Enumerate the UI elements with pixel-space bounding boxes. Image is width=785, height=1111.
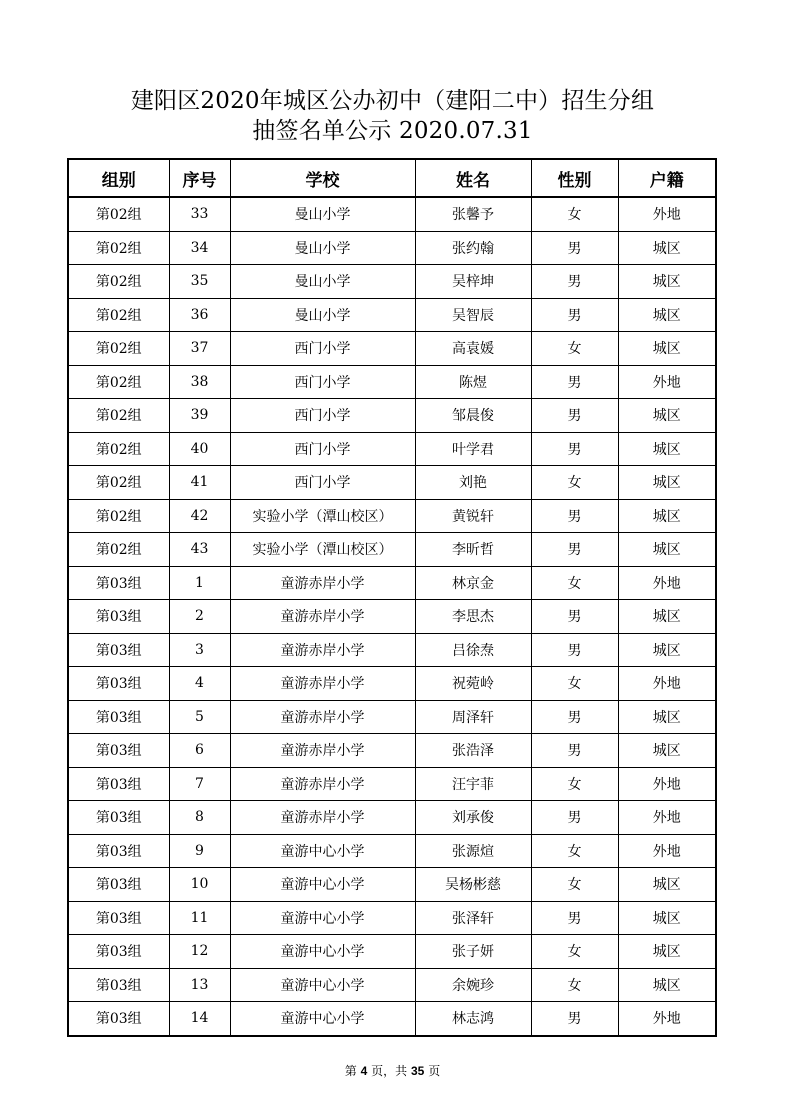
cell-school: 童游赤岸小学 [230, 734, 415, 768]
table-row [68, 767, 716, 801]
cell-group: 第02组 [68, 466, 169, 500]
cell-number: 38 [169, 365, 230, 399]
table-row [68, 533, 716, 567]
cell-school: 童游中心小学 [230, 834, 415, 868]
document-title [0, 86, 785, 146]
cell-residence: 外地 [618, 801, 716, 835]
cell-name: 张馨予 [415, 197, 531, 231]
cell-number: 39 [169, 399, 230, 433]
cell-residence: 城区 [618, 533, 716, 567]
cell-number: 6 [169, 734, 230, 768]
cell-school: 童游赤岸小学 [230, 700, 415, 734]
footer-total-pages: 35 [411, 1064, 425, 1078]
cell-school: 曼山小学 [230, 231, 415, 265]
cell-name: 李昕哲 [415, 533, 531, 567]
cell-gender: 女 [531, 868, 618, 902]
cell-school: 童游中心小学 [230, 968, 415, 1002]
table-row [68, 801, 716, 835]
cell-number: 14 [169, 1002, 230, 1036]
cell-residence: 外地 [618, 365, 716, 399]
cell-residence: 城区 [618, 399, 716, 433]
cell-school: 曼山小学 [230, 298, 415, 332]
cell-name: 林志鸿 [415, 1002, 531, 1036]
cell-residence: 城区 [618, 298, 716, 332]
cell-name: 张浩泽 [415, 734, 531, 768]
cell-name: 张源煊 [415, 834, 531, 868]
cell-residence: 城区 [618, 868, 716, 902]
table-row [68, 566, 716, 600]
cell-group: 第02组 [68, 231, 169, 265]
cell-residence: 城区 [618, 466, 716, 500]
cell-group: 第03组 [68, 633, 169, 667]
cell-school: 曼山小学 [230, 265, 415, 299]
header-gender: 性别 [531, 159, 618, 197]
cell-name: 吴智辰 [415, 298, 531, 332]
table-row [68, 868, 716, 902]
cell-gender: 男 [531, 600, 618, 634]
table-row [68, 332, 716, 366]
cell-residence: 城区 [618, 265, 716, 299]
cell-gender: 女 [531, 466, 618, 500]
cell-residence: 城区 [618, 700, 716, 734]
table-row [68, 667, 716, 701]
cell-group: 第03组 [68, 868, 169, 902]
cell-gender: 男 [531, 432, 618, 466]
cell-group: 第02组 [68, 399, 169, 433]
cell-name: 张泽轩 [415, 901, 531, 935]
cell-number: 4 [169, 667, 230, 701]
cell-name: 祝菀岭 [415, 667, 531, 701]
table-row [68, 399, 716, 433]
cell-gender: 男 [531, 1002, 618, 1036]
cell-residence: 城区 [618, 633, 716, 667]
cell-number: 9 [169, 834, 230, 868]
cell-school: 童游中心小学 [230, 901, 415, 935]
cell-number: 43 [169, 533, 230, 567]
cell-name: 余婉珍 [415, 968, 531, 1002]
cell-number: 13 [169, 968, 230, 1002]
cell-number: 12 [169, 935, 230, 969]
cell-gender: 男 [531, 633, 618, 667]
cell-school: 实验小学（潭山校区） [230, 499, 415, 533]
cell-gender: 男 [531, 533, 618, 567]
table-row [68, 365, 716, 399]
header-name: 姓名 [415, 159, 531, 197]
footer-prefix: 第 [344, 1064, 357, 1078]
cell-group: 第02组 [68, 432, 169, 466]
cell-group: 第02组 [68, 298, 169, 332]
table-row [68, 1002, 716, 1036]
cell-school: 童游赤岸小学 [230, 600, 415, 634]
cell-number: 5 [169, 700, 230, 734]
roster-table [67, 158, 717, 1037]
cell-residence: 城区 [618, 901, 716, 935]
cell-school: 童游中心小学 [230, 935, 415, 969]
cell-school: 西门小学 [230, 365, 415, 399]
footer-suffix: 页 [428, 1064, 441, 1078]
table-row [68, 968, 716, 1002]
cell-group: 第03组 [68, 566, 169, 600]
cell-school: 童游赤岸小学 [230, 667, 415, 701]
table-row [68, 633, 716, 667]
table-row [68, 700, 716, 734]
cell-number: 10 [169, 868, 230, 902]
cell-gender: 女 [531, 767, 618, 801]
cell-group: 第03组 [68, 935, 169, 969]
cell-residence: 城区 [618, 231, 716, 265]
cell-school: 西门小学 [230, 399, 415, 433]
cell-residence: 外地 [618, 667, 716, 701]
cell-school: 童游赤岸小学 [230, 633, 415, 667]
cell-number: 42 [169, 499, 230, 533]
cell-name: 黄锐轩 [415, 499, 531, 533]
cell-name: 张约翰 [415, 231, 531, 265]
cell-gender: 男 [531, 231, 618, 265]
cell-residence: 城区 [618, 935, 716, 969]
cell-group: 第03组 [68, 901, 169, 935]
cell-residence: 城区 [618, 734, 716, 768]
cell-group: 第02组 [68, 365, 169, 399]
cell-school: 西门小学 [230, 332, 415, 366]
cell-number: 8 [169, 801, 230, 835]
cell-name: 吴梓坤 [415, 265, 531, 299]
cell-name: 汪宇菲 [415, 767, 531, 801]
cell-group: 第03组 [68, 700, 169, 734]
cell-residence: 外地 [618, 197, 716, 231]
cell-residence: 外地 [618, 834, 716, 868]
cell-residence: 城区 [618, 968, 716, 1002]
table-row [68, 499, 716, 533]
header-school: 学校 [230, 159, 415, 197]
cell-group: 第02组 [68, 197, 169, 231]
table-row [68, 197, 716, 231]
cell-gender: 女 [531, 197, 618, 231]
cell-gender: 男 [531, 298, 618, 332]
cell-residence: 城区 [618, 432, 716, 466]
footer-middle: 页，共 [371, 1064, 408, 1078]
table-row [68, 600, 716, 634]
cell-school: 西门小学 [230, 432, 415, 466]
cell-name: 刘承俊 [415, 801, 531, 835]
cell-number: 35 [169, 265, 230, 299]
cell-school: 童游赤岸小学 [230, 566, 415, 600]
roster-table-container [67, 158, 715, 1037]
cell-school: 实验小学（潭山校区） [230, 533, 415, 567]
cell-residence: 外地 [618, 767, 716, 801]
cell-residence: 外地 [618, 1002, 716, 1036]
header-number: 序号 [169, 159, 230, 197]
cell-group: 第03组 [68, 667, 169, 701]
table-header-row [68, 159, 716, 197]
cell-gender: 女 [531, 667, 618, 701]
cell-number: 40 [169, 432, 230, 466]
cell-group: 第03组 [68, 767, 169, 801]
cell-gender: 男 [531, 499, 618, 533]
cell-name: 叶学君 [415, 432, 531, 466]
table-row [68, 298, 716, 332]
cell-group: 第02组 [68, 332, 169, 366]
title-line-2: 抽签名单公示 2020.07.31 [252, 118, 533, 144]
cell-gender: 女 [531, 566, 618, 600]
cell-school: 曼山小学 [230, 197, 415, 231]
table-row [68, 834, 716, 868]
cell-gender: 女 [531, 834, 618, 868]
cell-gender: 男 [531, 901, 618, 935]
cell-number: 33 [169, 197, 230, 231]
cell-number: 41 [169, 466, 230, 500]
cell-group: 第02组 [68, 533, 169, 567]
table-row [68, 466, 716, 500]
table-row [68, 935, 716, 969]
cell-gender: 男 [531, 399, 618, 433]
cell-school: 童游赤岸小学 [230, 801, 415, 835]
header-group: 组别 [68, 159, 169, 197]
cell-name: 吴杨彬慈 [415, 868, 531, 902]
cell-name: 陈煜 [415, 365, 531, 399]
cell-number: 34 [169, 231, 230, 265]
cell-gender: 女 [531, 332, 618, 366]
cell-gender: 女 [531, 968, 618, 1002]
header-residence: 户籍 [618, 159, 716, 197]
cell-gender: 男 [531, 265, 618, 299]
cell-group: 第02组 [68, 265, 169, 299]
cell-residence: 外地 [618, 566, 716, 600]
cell-number: 36 [169, 298, 230, 332]
cell-name: 刘艳 [415, 466, 531, 500]
table-row [68, 231, 716, 265]
cell-residence: 城区 [618, 600, 716, 634]
cell-name: 邹晨俊 [415, 399, 531, 433]
cell-number: 2 [169, 600, 230, 634]
cell-school: 童游中心小学 [230, 868, 415, 902]
table-body [68, 197, 716, 1036]
title-line-1: 建阳区2020年城区公办初中（建阳二中）招生分组 [130, 88, 655, 114]
cell-name: 周泽轩 [415, 700, 531, 734]
table-row [68, 265, 716, 299]
cell-number: 1 [169, 566, 230, 600]
cell-group: 第02组 [68, 499, 169, 533]
cell-school: 童游中心小学 [230, 1002, 415, 1036]
cell-group: 第03组 [68, 734, 169, 768]
cell-gender: 女 [531, 935, 618, 969]
cell-gender: 男 [531, 700, 618, 734]
cell-group: 第03组 [68, 600, 169, 634]
cell-name: 高袁媛 [415, 332, 531, 366]
cell-residence: 城区 [618, 332, 716, 366]
footer-page-number: 4 [360, 1064, 368, 1078]
table-row [68, 432, 716, 466]
cell-name: 李思杰 [415, 600, 531, 634]
cell-gender: 男 [531, 801, 618, 835]
cell-number: 37 [169, 332, 230, 366]
cell-gender: 男 [531, 734, 618, 768]
cell-name: 吕徐焘 [415, 633, 531, 667]
cell-group: 第03组 [68, 834, 169, 868]
page-footer [0, 1062, 785, 1079]
table-row [68, 901, 716, 935]
cell-number: 7 [169, 767, 230, 801]
cell-group: 第03组 [68, 968, 169, 1002]
cell-name: 张子妍 [415, 935, 531, 969]
cell-name: 林京金 [415, 566, 531, 600]
cell-number: 3 [169, 633, 230, 667]
cell-group: 第03组 [68, 1002, 169, 1036]
cell-school: 童游赤岸小学 [230, 767, 415, 801]
cell-group: 第03组 [68, 801, 169, 835]
cell-school: 西门小学 [230, 466, 415, 500]
table-row [68, 734, 716, 768]
cell-gender: 男 [531, 365, 618, 399]
cell-residence: 城区 [618, 499, 716, 533]
cell-number: 11 [169, 901, 230, 935]
